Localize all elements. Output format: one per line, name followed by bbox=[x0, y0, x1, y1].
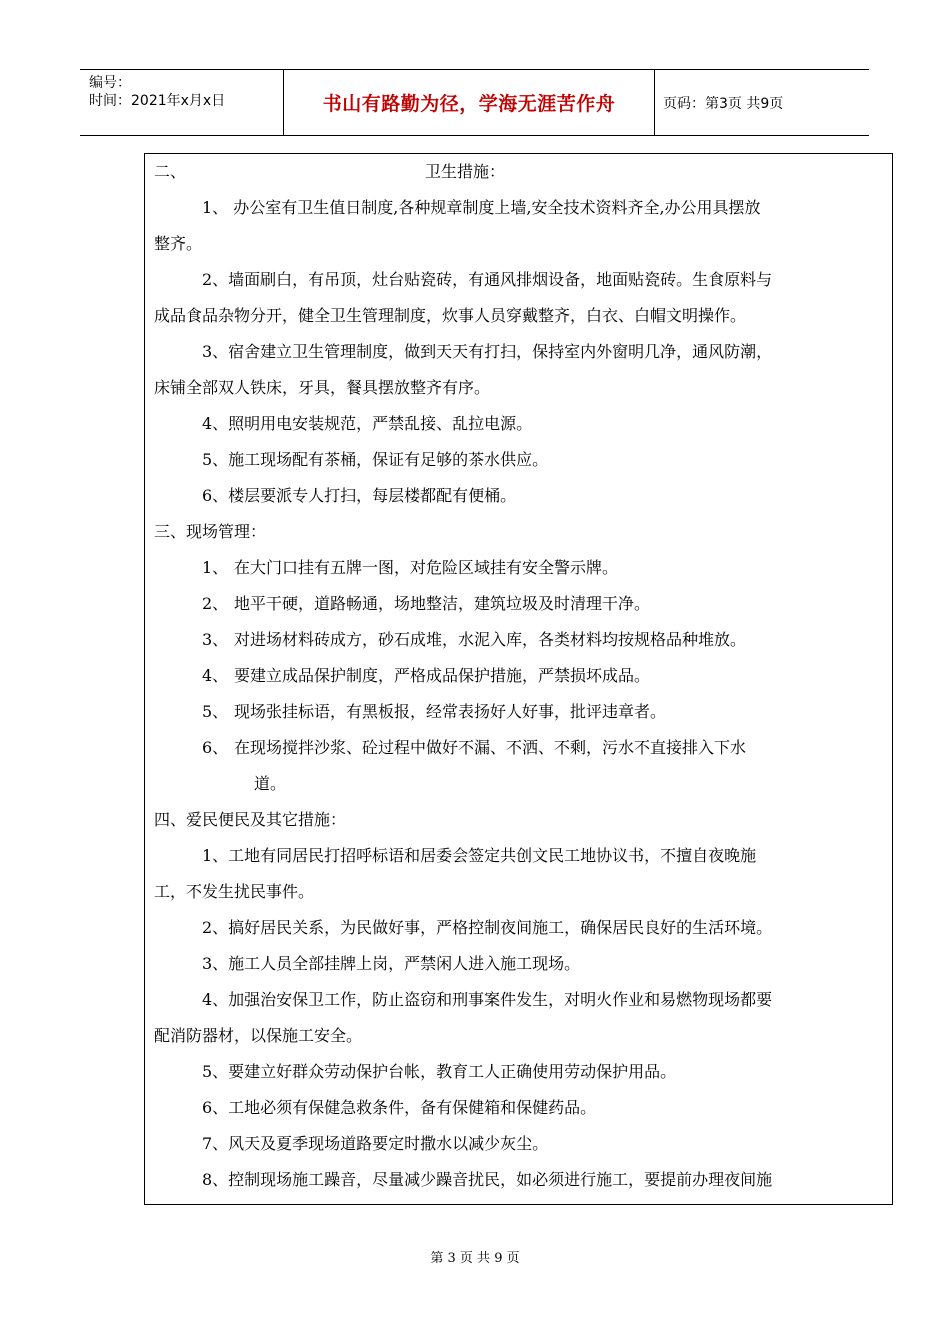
section-2-item-line: 床铺全部双人铁床，牙具，餐具摆放整齐有序。 bbox=[154, 378, 491, 397]
section-3-item-text: 在现场搅拌沙浆、砼过程中做好不漏、不洒、不剩，污水不直接排入下水 bbox=[234, 738, 747, 757]
section-3-item bbox=[154, 730, 884, 766]
section-3-item bbox=[154, 622, 884, 658]
section-3-item-number: 3、 bbox=[202, 630, 229, 649]
document-body bbox=[144, 153, 893, 1205]
section-3-item-number: 4、 bbox=[202, 666, 229, 685]
section-4-item-line: 配消防器材，以保施工安全。 bbox=[154, 1026, 363, 1045]
section-4-heading: 四、爱民便民及其它措施： bbox=[154, 810, 347, 829]
section-4-item bbox=[154, 1162, 884, 1198]
header-page-info bbox=[655, 70, 869, 135]
section-3-item-text: 对进场材料砖成方，砂石成堆，水泥入库，各类材料均按规格品种堆放。 bbox=[234, 630, 747, 649]
section-2-item bbox=[154, 478, 884, 514]
section-2-item-line: 4、照明用电安装规范，严禁乱接、乱拉电源。 bbox=[202, 414, 533, 433]
section-3-item-number: 6、 bbox=[202, 738, 229, 757]
section-4-item bbox=[154, 910, 884, 946]
header-meta bbox=[80, 70, 283, 135]
section-3-item-text: 现场张挂标语，有黑板报，经常表扬好人好事，批评违章者。 bbox=[234, 702, 667, 721]
section-4-item bbox=[154, 1126, 884, 1162]
section-3-item-text: 在大门口挂有五牌一图，对危险区域挂有安全警示牌。 bbox=[234, 558, 619, 577]
section-2-item bbox=[154, 406, 884, 442]
section-2-item bbox=[154, 190, 884, 262]
section-3-item-text: 要建立成品保护制度，严格成品保护措施，严禁损坏成品。 bbox=[234, 666, 651, 685]
time-label: 时间：2021年x月x日 bbox=[89, 93, 226, 109]
section-3-item-text: 地平干硬，道路畅通，场地整洁，建筑垃圾及时清理干净。 bbox=[234, 594, 651, 613]
section-3-list bbox=[154, 550, 884, 766]
section-4-item-line: 1、工地有同居民打招呼标语和居委会签定共创文民工地协议书，不擅自夜晚施 bbox=[202, 846, 757, 865]
section-2-item bbox=[154, 442, 884, 478]
section-4-item-line: 6、工地必须有保健急救条件，备有保健箱和保健药品。 bbox=[202, 1098, 597, 1117]
section-3-item-number: 2、 bbox=[202, 594, 229, 613]
serial-label: 编号： bbox=[89, 75, 131, 91]
section-3-item bbox=[154, 694, 884, 730]
section-4-item-line: 3、施工人员全部挂牌上岗，严禁闲人进入施工现场。 bbox=[202, 954, 581, 973]
section-4-item bbox=[154, 1090, 884, 1126]
header-motto-cell bbox=[283, 70, 655, 135]
section-2-item-line: 2、墙面刷白，有吊顶，灶台贴瓷砖，有通风排烟设备，地面贴瓷砖。生食原料与 bbox=[202, 270, 773, 289]
section-2-title: 卫生措施： bbox=[425, 162, 506, 181]
page-footer: 第 3 页 共 9 页 bbox=[430, 1251, 520, 1266]
section-4-item-line: 工，不发生扰民事件。 bbox=[154, 882, 315, 901]
section-2-number: 二、 bbox=[154, 162, 187, 181]
page-header bbox=[80, 69, 869, 136]
section-3-heading: 三、现场管理： bbox=[154, 522, 267, 541]
section-2-item bbox=[154, 334, 884, 406]
section-4-item bbox=[154, 982, 884, 1054]
section-4-item-line: 8、控制现场施工躁音，尽量减少躁音扰民，如必须进行施工，要提前办理夜间施 bbox=[202, 1170, 773, 1189]
section-3-item bbox=[154, 550, 884, 586]
section-3-item-number: 1、 bbox=[202, 558, 229, 577]
section-3-item-6-continuation: 道。 bbox=[254, 774, 287, 793]
section-2-item-line: 整齐。 bbox=[154, 234, 203, 253]
section-2-item-line: 6、楼层要派专人打扫，每层楼都配有便桶。 bbox=[202, 486, 517, 505]
section-2-item-line: 5、施工现场配有茶桶，保证有足够的茶水供应。 bbox=[202, 450, 549, 469]
section-4-item-line: 7、风天及夏季现场道路要定时撒水以减少灰尘。 bbox=[202, 1134, 549, 1153]
section-4-item bbox=[154, 946, 884, 982]
section-4-list bbox=[154, 838, 884, 1198]
section-4-item-line: 5、要建立好群众劳动保护台帐，教育工人正确使用劳动保护用品。 bbox=[202, 1062, 677, 1081]
section-3-item-number: 5、 bbox=[202, 702, 229, 721]
section-4-item-line: 4、加强治安保卫工作，防止盗窃和刑事案件发生，对明火作业和易燃物现场都要 bbox=[202, 990, 773, 1009]
section-2-item-line: 1、 办公室有卫生值日制度,各种规章制度上墙,安全技术资料齐全,办公用具摆放 bbox=[202, 198, 761, 217]
section-2-heading bbox=[154, 154, 884, 190]
section-2-item-line: 3、宿舍建立卫生管理制度，做到天天有打扫，保持室内外窗明几净，通风防潮， bbox=[202, 342, 773, 361]
section-3-item bbox=[154, 658, 884, 694]
section-4-item bbox=[154, 838, 884, 910]
section-4-item-line: 2、搞好居民关系，为民做好事，严格控制夜间施工，确保居民良好的生活环境。 bbox=[202, 918, 773, 937]
section-2-item-line: 成品食品杂物分开，健全卫生管理制度，炊事人员穿戴整齐，白衣、白帽文明操作。 bbox=[154, 306, 747, 325]
motto: 书山有路勤为径，学海无涯苦作舟 bbox=[322, 93, 616, 115]
section-4-item bbox=[154, 1054, 884, 1090]
section-2-list bbox=[154, 190, 884, 514]
page-info: 页码：第3页 共9页 bbox=[663, 95, 784, 112]
section-3-item bbox=[154, 586, 884, 622]
section-2-item bbox=[154, 262, 884, 334]
